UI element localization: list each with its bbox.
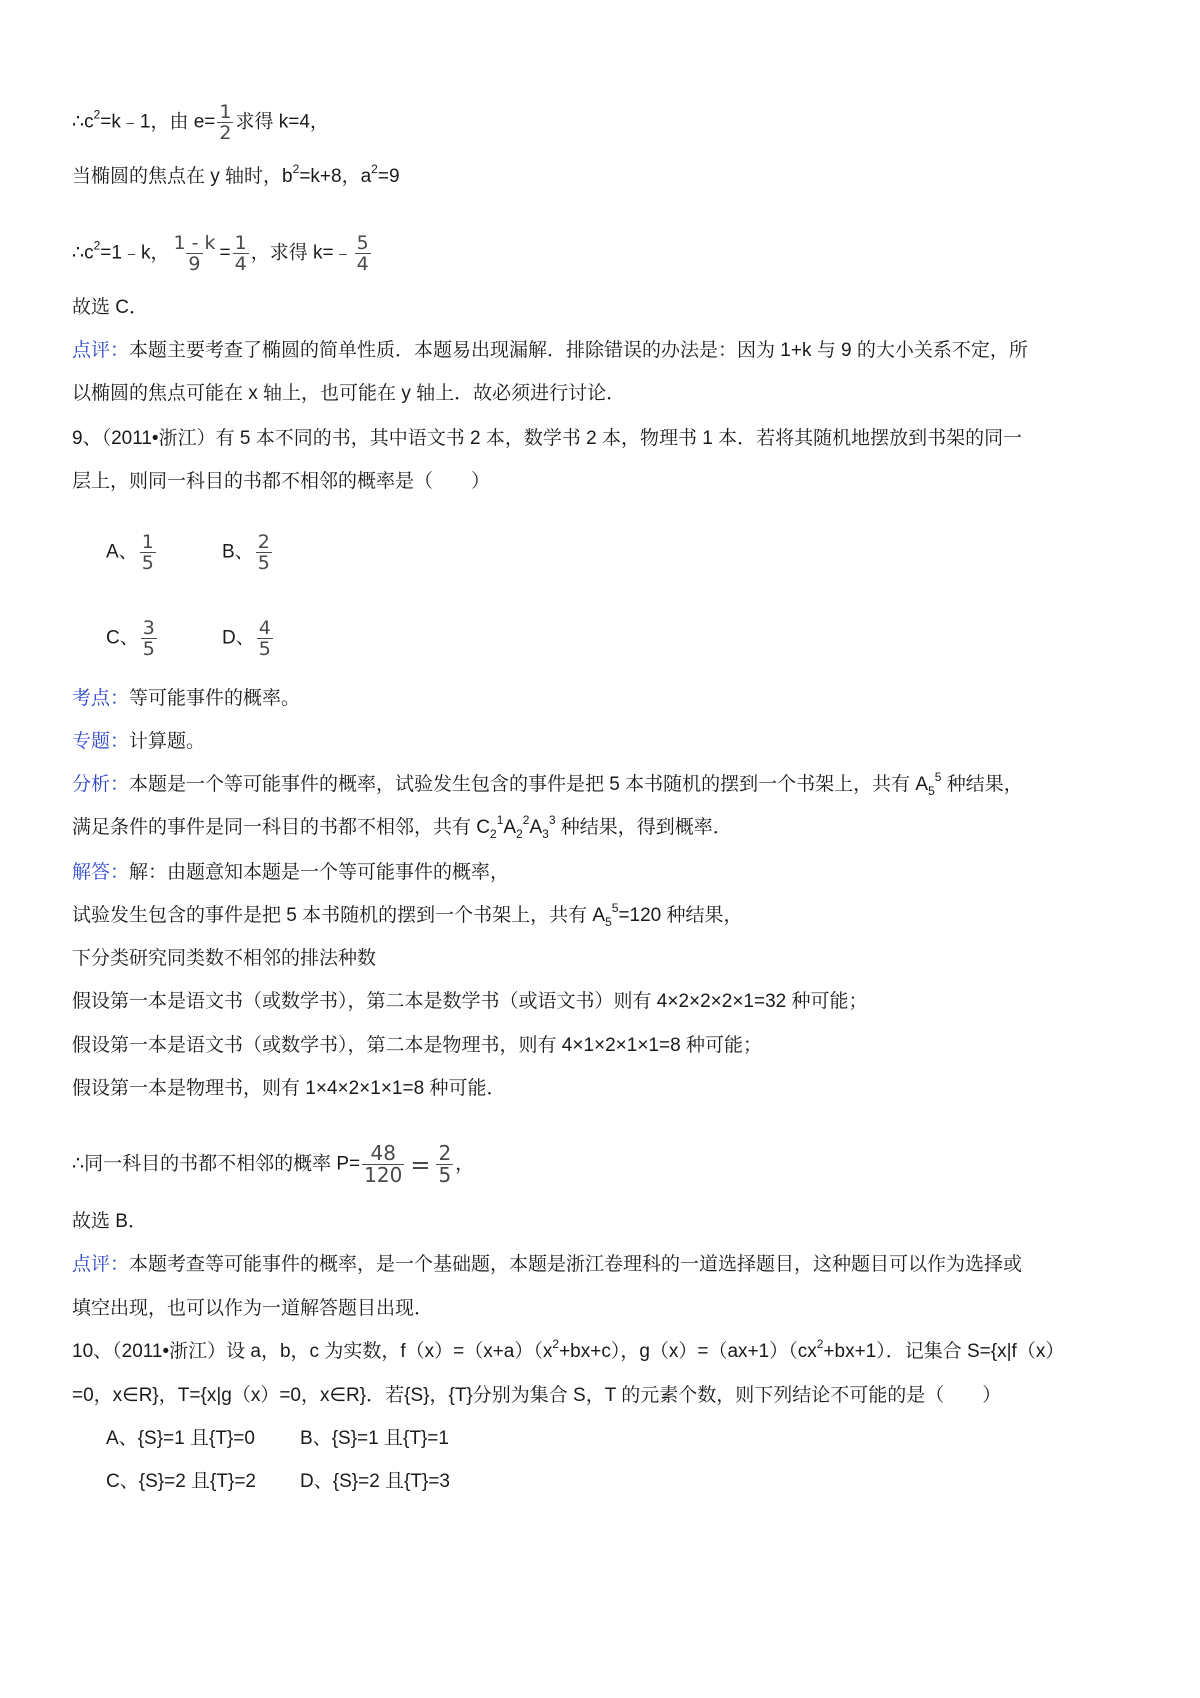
question-9-line-2: 层上，则同一科目的书都不相邻的概率是（ ） bbox=[72, 471, 491, 492]
answer-line-1: 解答：解：由题意知本题是一个等可能事件的概率， bbox=[72, 862, 510, 883]
q9-option-b: B、 $\frac{2}{5}$ bbox=[222, 531, 270, 574]
question-10-line-1: 10、（2011•浙江）设 a，b，c 为实数，$f(x)=(x+a)(x^2+bx+c)$，$g(x)=(ax+1)(cx^2+bx+1)$．记集合 S={x|f（x） bbox=[72, 1337, 1065, 1362]
fraction-one-quarter: $\frac{1}{4}$ bbox=[234, 232, 247, 275]
answer-line-6: 假设第一本是物理书，则有 1×4×2×1×1=8 种可能． bbox=[72, 1078, 506, 1099]
solution-line-2: 当椭圆的焦点在 y 轴时，$b^2=k+8$，$a^2=9$ bbox=[72, 162, 400, 187]
answer-line-3: 下分类研究同类数不相邻的排法种数 bbox=[72, 948, 377, 969]
q9-option-d: D、 $\frac{4}{5}$ bbox=[222, 617, 271, 660]
comment-2-line-2: 填空出现，也可以作为一道解答题目出现． bbox=[72, 1298, 434, 1319]
comment-line-2: 以椭圆的焦点可能在 x 轴上，也可能在 y 轴上．故必须进行讨论． bbox=[72, 383, 626, 404]
solution-line-3: $\therefore c^2=1﹣k$， $\frac{1 - k}{9}$ = $\frac{1}{4}$ ，求得 k=﹣ $\frac{5}{4}$ bbox=[72, 232, 369, 275]
analysis-line-2: 满足条件的事件是同一科目的书都不相邻，共有 $C_2^1A_2^2A_3^3$ 种结果，得到概率． bbox=[72, 813, 732, 841]
fraction-five-quarters: $\frac{5}{4}$ bbox=[356, 232, 369, 275]
q10-option-a: A、{S}=1 且{T}=0 bbox=[106, 1428, 255, 1449]
comment-line-1: 点评：本题主要考查了椭圆的简单性质．本题易出现漏解．排除错误的办法是：因为 1+k 与 9 的大小关系不定，所 bbox=[72, 340, 1028, 361]
q10-option-d: D、{S}=2 且{T}=3 bbox=[300, 1471, 451, 1492]
solution-line-1: $\therefore c^2=k﹣1$，由 e= $\frac{1}{2}$ 求得 k=4， bbox=[72, 101, 329, 144]
fraction-1-minus-k-over-9: $\frac{1 - k}{9}$ bbox=[173, 232, 216, 275]
knowledge-point: 考点：等可能事件的概率。 bbox=[72, 688, 301, 709]
solution-conclusion-b: 故选 B． bbox=[72, 1211, 147, 1232]
answer-line-4: 假设第一本是语文书（或数学书），第二本是数学书（或语文书）则有 4×2×2×2×1=32 种可能； bbox=[72, 991, 868, 1012]
question-10-line-2: =0，x∈R}，T={x|g（x）=0，x∈R}．若{S}，{T}分别为集合 S，T 的元素个数，则下列结论不可能的是（ ） bbox=[72, 1385, 1002, 1406]
q10-option-b: B、{S}=1 且{T}=1 bbox=[300, 1428, 449, 1449]
question-9-line-1: 9、（2011•浙江）有 5 本不同的书，其中语文书 2 本，数学书 2 本，物理书 1 本．若将其随机地摆放到书架的同一 bbox=[72, 428, 1023, 449]
q10-option-c: C、{S}=2 且{T}=2 bbox=[106, 1471, 257, 1492]
comment-2-line-1: 点评：本题考查等可能事件的概率，是一个基础题，本题是浙江卷理科的一道选择题目，这种题目可以作为选择或 bbox=[72, 1254, 1023, 1275]
answer-line-2: 试验发生包含的事件是把 5 本书随机的摆到一个书架上，共有 $A_5^5=120$ 种结果， bbox=[72, 901, 743, 929]
answer-line-5: 假设第一本是语文书（或数学书），第二本是物理书，则有 4×1×2×1×1=8 种可能； bbox=[72, 1035, 762, 1056]
analysis-line-1: 分析：本题是一个等可能事件的概率，试验发生包含的事件是把 5 本书随机的摆到一个书架上，共有 $A_5^5$ 种结果， bbox=[72, 770, 1023, 798]
answer-probability: ∴同一科目的书都不相邻的概率 P= $\frac{48}{120}$ = $\frac{2}{5}$ ， bbox=[72, 1141, 475, 1187]
fraction-e: $\frac{1}{2}$ bbox=[219, 101, 232, 144]
q9-option-a: A、 $\frac{1}{5}$ bbox=[106, 531, 154, 574]
topic: 专题：计算题。 bbox=[72, 731, 206, 752]
solution-conclusion-c: 故选 C． bbox=[72, 297, 149, 318]
q9-option-c: C、 $\frac{3}{5}$ bbox=[106, 617, 155, 660]
comment-label: 点评： bbox=[72, 340, 130, 361]
